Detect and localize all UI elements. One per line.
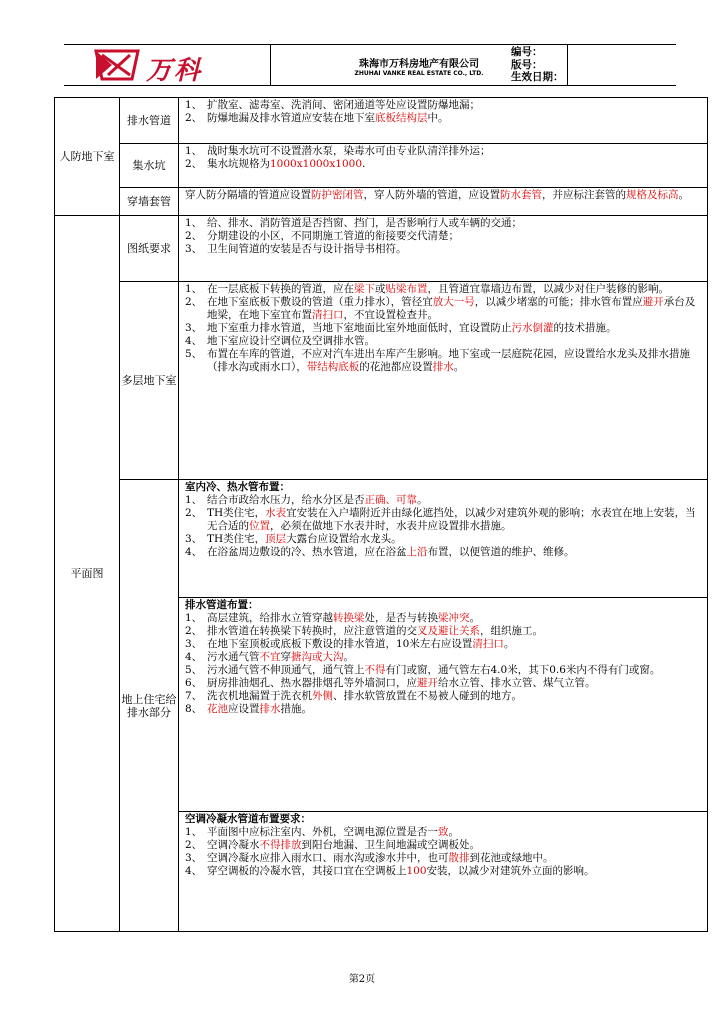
list-item: 1、 给、排水、消防管道是否挡窗、挡门，是否影响行人或车辆的交通； bbox=[185, 217, 522, 229]
list-item: 4、 污水通气管不宜穿搪沟或大沟。 bbox=[185, 651, 354, 663]
content-cell bbox=[179, 98, 708, 144]
list-item: 1、 战时集水坑可不设置潜水泵，染毒水可由专业队清洋排外运； bbox=[185, 145, 491, 157]
company-name-en: ZHUHAI VANKE REAL ESTATE CO., LTD. bbox=[354, 70, 484, 77]
subcategory-cell: 排水管道 bbox=[120, 98, 179, 144]
page-number: 第2页 bbox=[348, 974, 376, 985]
list-item: 3、 空调冷凝水应排入雨水口、雨水沟或渗水井中，也可散排到花池或绿地中。 bbox=[185, 852, 554, 864]
table-row bbox=[55, 216, 708, 282]
section-title: 排水管道布置： bbox=[185, 599, 259, 611]
list-item: 2、 防爆地漏及排水管道应安装在地下室底板结构层中。 bbox=[185, 112, 449, 124]
list-item: 4、 地下室应设计空调位及空调排水管。 bbox=[185, 335, 375, 347]
document-fields bbox=[511, 46, 671, 84]
field-version: 版号： bbox=[511, 58, 543, 71]
vanke-logo-mark-icon bbox=[94, 49, 140, 81]
subcategory-cell: 穿墙套管 bbox=[120, 188, 179, 216]
list-item: 8、 花池应设置排水措施。 bbox=[185, 703, 312, 715]
subcategory-cell: 多层地下室 bbox=[120, 282, 179, 480]
content-cell bbox=[179, 812, 708, 932]
list-item: 1、 高层建筑，给排水立管穿越转换梁处，是否与转换梁冲突。 bbox=[185, 612, 480, 624]
list-item: 5、 污水通气管不伸顶通气，通气管上不得有门或窗，通气管左右4.0米，其下0.6米内不得有门或窗。 bbox=[185, 664, 661, 676]
category-cell: 平面图 bbox=[55, 216, 120, 932]
list-item: 4、 在浴盆周边敷设的冷、热水管道，应在浴盆上沿布置，以便管道的维护、维修。 bbox=[185, 546, 575, 558]
content-cell bbox=[179, 216, 708, 282]
section-title: 室内冷、热水管布置： bbox=[185, 481, 290, 493]
logo-text: 万科 bbox=[146, 56, 203, 86]
field-effective-date: 生效日期： bbox=[511, 71, 564, 83]
review-table bbox=[54, 97, 708, 932]
field-number: 编号： bbox=[511, 46, 543, 58]
list-item: 3、 在地下室顶板或底板下敷设的排水管道，10米左右应设置清扫口。 bbox=[185, 638, 515, 650]
list-item: 2、 排水管道在转换梁下转换时，应注意管道的交叉及避让关系，组织施工。 bbox=[185, 625, 543, 637]
category-cell: 人防地下室 bbox=[55, 98, 120, 216]
list-item: 3、 地下室重力排水管道，当地下室地面比室外地面低时，宜设置防止污水倒灌的技术措施。 bbox=[185, 322, 617, 334]
list-item: 6、 厨房排油烟孔、热水器排烟孔等外墙洞口，应避开给水立管、排水立管、煤气立管。 bbox=[185, 677, 596, 689]
content-cell bbox=[179, 480, 708, 598]
company-name-cn: 珠海市万科房地产有限公司 bbox=[359, 59, 479, 70]
document-header bbox=[64, 44, 676, 86]
list-item: 1、 在一层底板下转换的管道，应在梁下或贴梁布置，且管道宜靠墙边布置，以减少对住户装修的影响。 bbox=[185, 283, 669, 295]
list-item: 1、 扩散室、滤毒室、洗消间、密闭通道等处应设置防爆地漏； bbox=[185, 99, 480, 111]
list-item: 3、 卫生间管道的安装是否与设计指导书相符。 bbox=[185, 243, 407, 255]
table-row bbox=[55, 98, 708, 144]
list-item: 4、 穿空调板的冷凝水管，其接口宜在空调板上100安装，以减少对建筑外立面的影响。 bbox=[185, 865, 595, 877]
table-row bbox=[55, 144, 708, 188]
subcategory-cell: 集水坑 bbox=[120, 144, 179, 188]
company-logo bbox=[64, 45, 264, 85]
list-item: 3、 TH类住宅，顶层大露台应设置给水龙头。 bbox=[185, 533, 402, 545]
section-title: 空调冷凝水管道布置要求： bbox=[185, 813, 311, 825]
list-item: 2、 TH类住宅，水表宜安装在入户墙附近并由绿化遮挡处，以减少对建筑外观的影响；水表宜在地上安装，当无合适的位置，必须在做地下水表井时，水表井应设置排水措施。 bbox=[185, 507, 696, 532]
content-cell bbox=[179, 144, 708, 188]
list-item: 2、 集水坑规格为1000x1000x1000. bbox=[185, 158, 366, 170]
list-item: 1、 平面图中应标注室内、外机，空调电源位置是否一致。 bbox=[185, 826, 459, 838]
table-row bbox=[55, 480, 708, 598]
list-item: 2、 空调冷凝水不得排放到阳台地漏、卫生间地漏或空调板处。 bbox=[185, 839, 480, 851]
list-item: 1、 结合市政给水压力，给水分区是否正确、可靠。 bbox=[185, 494, 428, 506]
table-row bbox=[55, 188, 708, 216]
subcategory-cell: 地上住宅给排水部分 bbox=[120, 480, 179, 932]
subcategory-cell: 图纸要求 bbox=[120, 216, 179, 282]
list-item: 7、 洗衣机地漏置于洗衣机外侧、排水软管放置在不易被人碰到的地方。 bbox=[185, 690, 522, 702]
content-cell: 穿人防分隔墙的管道应设置防护密闭管，穿人防外墙的管道，应设置防水套管，并应标注套管的规格及标高。 bbox=[179, 188, 708, 216]
content-cell bbox=[179, 282, 708, 480]
list-item: 2、 在地下室底板下敷设的管道（重力排水），管径宜放大一号，以减少堵塞的可能；排水管布置应避开承台及地梁，在地下室宜布置清扫口，不宜设置检查井。 bbox=[185, 296, 696, 321]
list-item: 5、 布置在车库的管道，不应对汽车进出车库产生影响。地下室或一层庭院花园，应设置给水龙头及排水措施（排水沟或雨水口），带结构底板的花池都应设置排水。 bbox=[185, 348, 690, 373]
list-item: 2、 分期建设的小区，不同期施工管道的衔接要交代清楚； bbox=[185, 230, 459, 242]
content-cell bbox=[179, 598, 708, 812]
table-row bbox=[55, 282, 708, 480]
